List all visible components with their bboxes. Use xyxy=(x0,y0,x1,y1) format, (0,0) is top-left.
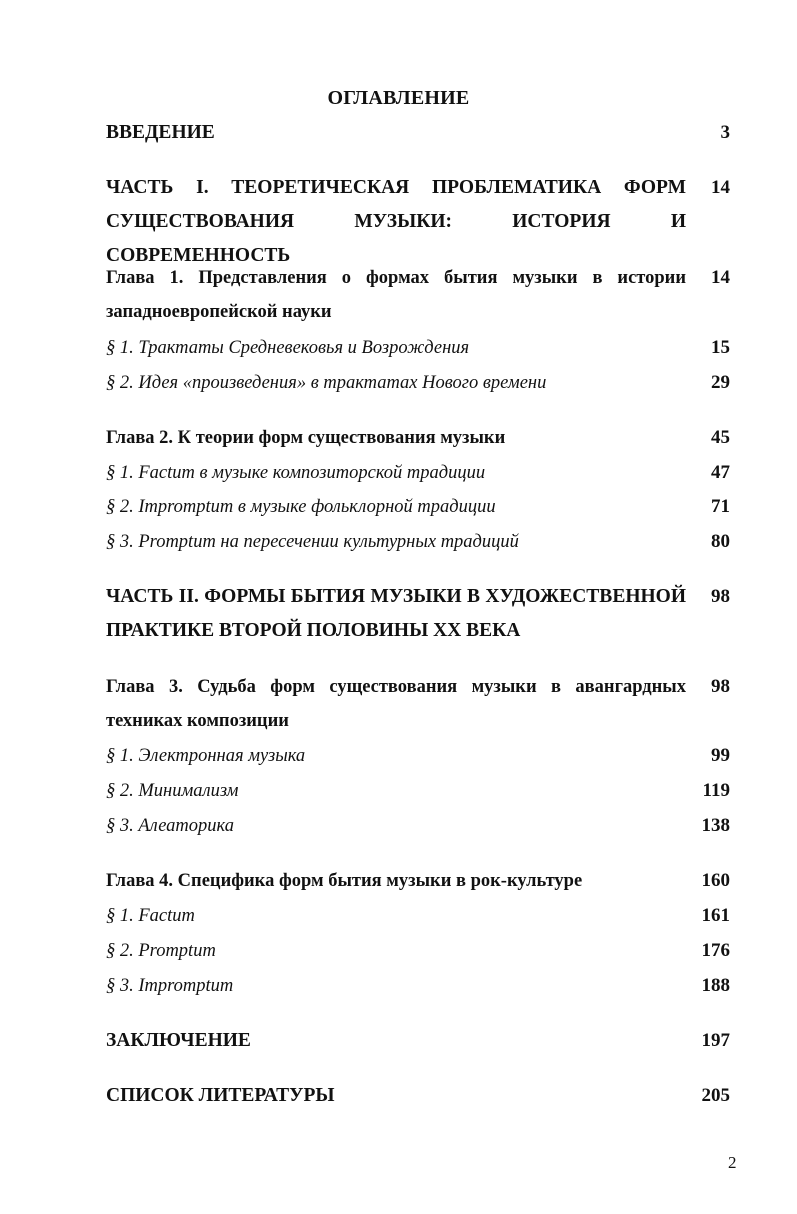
toc-entry-page: 3 xyxy=(720,122,730,143)
toc-entry-page: 188 xyxy=(701,975,730,996)
toc-entry-page: 47 xyxy=(711,462,730,483)
toc-entry-page: 14 xyxy=(711,177,730,198)
toc-entry-text: ЗАКЛЮЧЕНИЕ xyxy=(106,1030,251,1051)
toc-entry-text: § 3. Impromptum xyxy=(106,976,234,996)
toc-entry-section xyxy=(106,456,730,490)
toc-entry-text: Глава 1. Представления о формах бытия музыки в истории западноевропейской науки xyxy=(106,268,686,322)
toc-entry-section xyxy=(106,934,730,968)
toc-entry-conclusion xyxy=(106,1024,730,1058)
toc-entry-text: § 3. Promptum на пересечении культурных традиций xyxy=(106,532,519,552)
toc-entry-bibliography xyxy=(106,1079,730,1113)
toc-entry-text: Глава 3. Судьба форм существования музыки в авангардных техниках композиции xyxy=(106,677,686,731)
toc-entry-text: Глава 4. Специфика форм бытия музыки в рок-культуре xyxy=(106,871,583,891)
toc-entry-section xyxy=(106,490,730,524)
toc-entry-text: § 1. Электронная музыка xyxy=(106,746,306,766)
toc-entry-text: § 3. Алеаторика xyxy=(106,816,234,836)
toc-entry-page: 160 xyxy=(701,870,730,891)
toc-entry-chapter-4 xyxy=(106,864,730,898)
toc-entry-page: 197 xyxy=(701,1030,730,1051)
toc-entry-page: 80 xyxy=(711,531,730,552)
page-number: 2 xyxy=(728,1153,737,1172)
toc-entry-page: 99 xyxy=(711,745,730,766)
toc-entry-chapter-2 xyxy=(106,421,730,455)
toc-entry-section xyxy=(106,809,730,843)
toc-entry-page: 176 xyxy=(701,940,730,961)
toc-entry-section xyxy=(106,739,730,773)
toc-entry-text: § 1. Трактаты Средневековья и Возрождения xyxy=(106,338,470,358)
toc-entry-section xyxy=(106,774,730,808)
toc-entry-page: 15 xyxy=(711,337,730,358)
toc-entry-introduction xyxy=(106,116,730,150)
toc-entry-part-1 xyxy=(106,171,730,273)
toc-entry-text: ЧАСТЬ I. ТЕОРЕТИЧЕСКАЯ ПРОБЛЕМАТИКА ФОРМ СУЩЕСТВОВАНИЯ МУЗЫКИ: ИСТОРИЯ И СОВРЕМЕННОСТЬ xyxy=(106,177,686,266)
toc-entry-page: 14 xyxy=(711,267,730,288)
toc-entry-text: § 2. Impromptum в музыке фольклорной традиции xyxy=(106,497,496,517)
toc-entry-page: 45 xyxy=(711,427,730,448)
toc-entry-section xyxy=(106,525,730,559)
toc-entry-text: § 2. Идея «произведения» в трактатах Нового времени xyxy=(106,373,547,393)
toc-entry-page: 98 xyxy=(711,586,730,607)
toc-entry-chapter-3 xyxy=(106,670,730,738)
toc-entry-text: § 2. Минимализм xyxy=(106,781,239,801)
toc-entry-text: § 1. Factum в музыке композиторской традиции xyxy=(106,463,486,483)
toc-entry-page: 119 xyxy=(702,780,730,801)
toc-entry-page: 71 xyxy=(711,496,730,517)
toc-title: ОГЛАВЛЕНИЕ xyxy=(327,87,470,109)
toc-entry-text: СПИСОК ЛИТЕРАТУРЫ xyxy=(106,1085,335,1106)
toc-entry-part-2 xyxy=(106,580,730,648)
toc-entry-text: Глава 2. К теории форм существования музыки xyxy=(106,428,506,448)
toc-entry-text: § 1. Factum xyxy=(106,906,195,926)
toc-entry-page: 205 xyxy=(701,1085,730,1106)
toc-entry-text: § 2. Promptum xyxy=(106,941,216,961)
toc-entry-page: 98 xyxy=(711,676,730,697)
toc-entry-section xyxy=(106,366,730,400)
toc-entry-page: 29 xyxy=(711,372,730,393)
toc-entry-page: 161 xyxy=(701,905,730,926)
toc-entry-section xyxy=(106,331,730,365)
toc-entry-section xyxy=(106,969,730,1003)
toc-entry-chapter-1 xyxy=(106,261,730,329)
toc-entry-text: ЧАСТЬ II. ФОРМЫ БЫТИЯ МУЗЫКИ В ХУДОЖЕСТВЕННОЙ ПРАКТИКЕ ВТОРОЙ ПОЛОВИНЫ XX ВЕКА xyxy=(106,586,686,641)
toc-entry-section xyxy=(106,899,730,933)
toc-entry-page: 138 xyxy=(701,815,730,836)
toc-entry-text: ВВЕДЕНИЕ xyxy=(106,122,215,143)
